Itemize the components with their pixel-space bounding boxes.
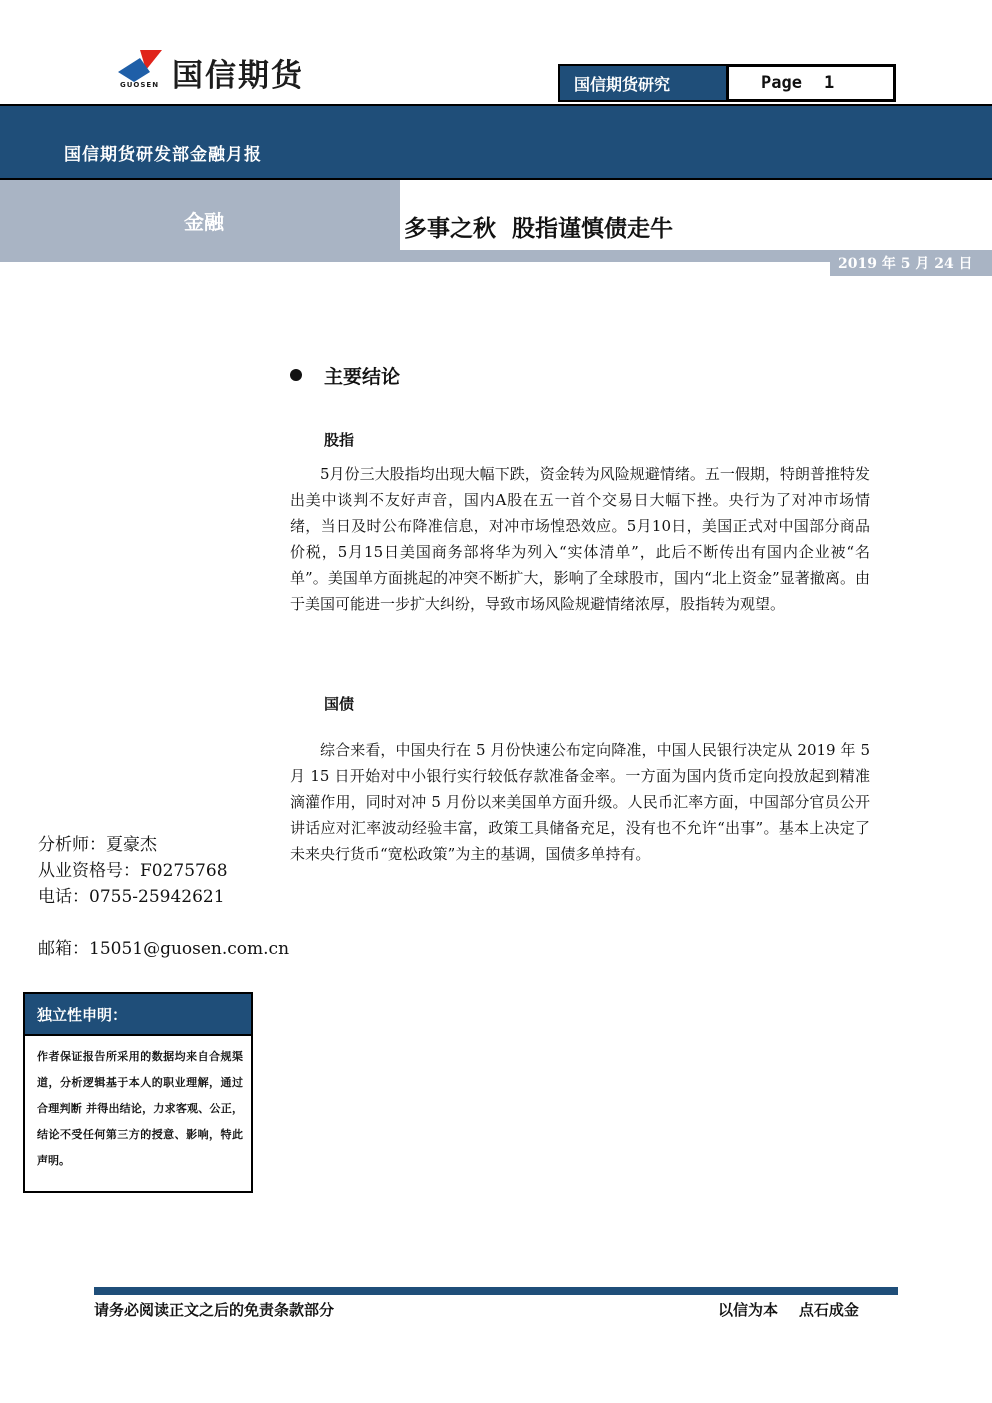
company-name: 国信期货 [172,58,304,94]
footer-disclaimer: 请务必阅读正文之后的免责条款部分 [94,1301,335,1319]
analyst-license: 从业资格号：F0275768 [38,861,228,881]
analyst-email[interactable]: 邮箱：15051@guosen.com.cn [38,939,290,959]
sector-label: 金融 [184,210,224,234]
report-title: 多事之秋 股指谨慎债走牛 [404,216,674,242]
footer-rule [94,1287,898,1295]
research-label: 国信期货研究 [574,74,671,94]
independence-statement [23,992,253,1193]
bullet-icon [290,369,302,381]
company-sub-name: GUOSEN [120,81,160,89]
page-number: 1 [823,73,835,93]
analyst-phone: 电话：0755-25942621 [38,887,225,907]
report-date: 2019 年 5 月 24 日 [838,256,973,272]
bond-heading: 国债 [324,695,355,713]
statement-text: 作者保证报告所采用的数据均来自合规渠道，分析逻辑基于本人的职业理解，通过合理判断 并得出结论，力求客观、公正，结论不受任何第三方的授意、影响，特此声明。 [37,1050,243,1167]
analyst-name: 分析师：夏豪杰 [38,835,157,855]
bond-paragraph: 综合来看，中国央行在 5 月份快速公布定向降准，中国人民银行决定从 2019 年 5 月 15 日开始对中小银行实行较低存款准备金率。一方面为国内货币定向投放起到精准滴灌作用，同时对冲 5 月份以来美国单方面升级。人民币汇率方面，中国部分官员公开讲话应对汇率波动经验丰富，政策工具储备充足，没有也不允许“出事”。基本上决定了未来央行货币“宽松政策”为主的基调，国债多单持有。 [290,741,870,863]
company-logo [116,48,346,92]
stock-index-paragraph: 5月份三大股指均出现大幅下跌，资金转为风险规避情绪。五一假期，特朗普推特发出美中谈判不友好声音，国内A股在五一首个交易日大幅下挫。央行为了对冲市场情绪，当日及时公布降准信息，对冲市场惶恐效应。5月10日，美国正式对中国部分商品价税，5月15日美国商务部将华为列入“实体清单”，此后不断传出有国内企业被“名单”。美国单方面挑起的冲突不断扩大，影响了全球股市，国内“北上资金”显著撤离。由于美国可能进一步扩大纠纷，导致市场风险规避情绪浓厚，股指转为观望。 [290,465,870,613]
stock-index-heading: 股指 [324,431,355,449]
page-label: Page [761,73,802,93]
report-series: 国信期货研发部金融月报 [64,145,262,165]
statement-title: 独立性申明： [25,994,251,1036]
footer-slogan: 以信为本 点石成金 [718,1301,859,1319]
research-label-box [558,64,728,102]
page-indicator [726,64,896,102]
section-heading: 主要结论 [324,366,401,388]
